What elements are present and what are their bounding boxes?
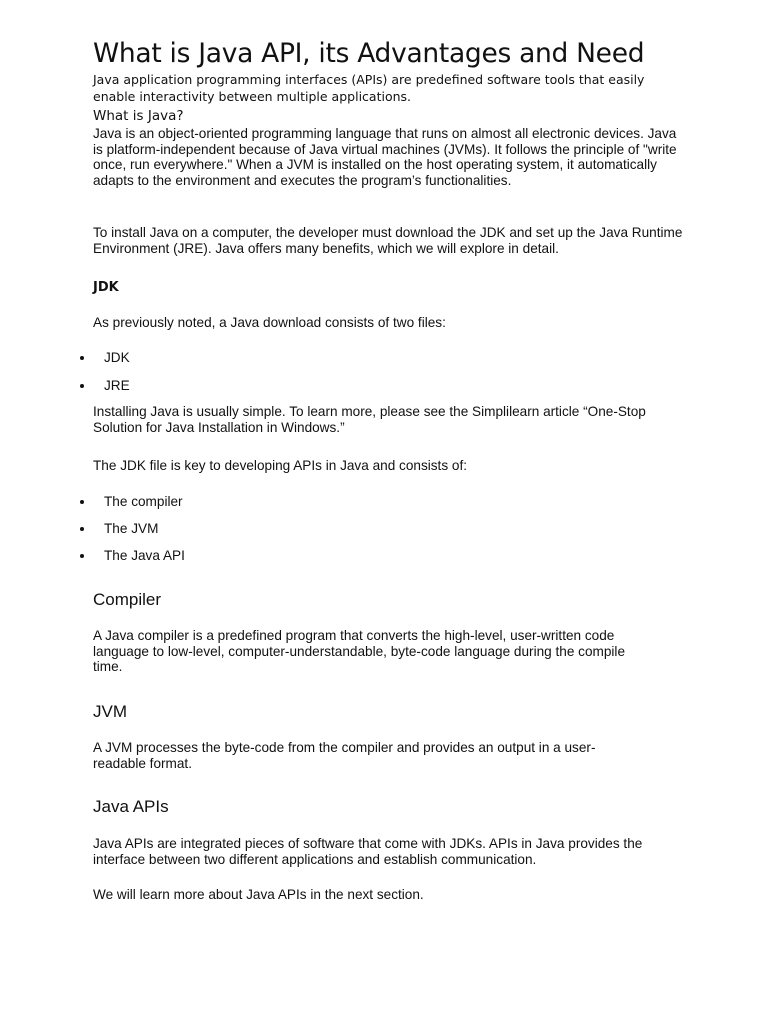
- what-is-java-paragraph-2: To install Java on a computer, the developer must download the JDK and set up the Java Runtime Environment (JRE). Java offers many benefits, which we will explore in detail.: [93, 225, 683, 256]
- bullet-icon: [80, 527, 84, 531]
- bullet-icon: [80, 384, 84, 388]
- heading-java-apis: Java APIs: [93, 797, 169, 816]
- compiler-paragraph: A Java compiler is a predefined program that converts the high-level, user-written code language to low-level, computer-understandable, byte-code language during the compile time.: [93, 628, 626, 675]
- bullet-icon: [80, 554, 84, 558]
- jvm-paragraph: A JVM processes the byte-code from the compiler and provides an output in a user-readable format.: [93, 740, 596, 771]
- heading-compiler: Compiler: [93, 590, 162, 609]
- jdk-paragraph-2: Installing Java is usually simple. To learn more, please see the Simplilearn article “One-Stop Solution for Java Installation in Windows.”: [93, 404, 646, 435]
- jdk-paragraph-1: As previously noted, a Java download consists of two files:: [93, 315, 446, 330]
- java-apis-paragraph-1: Java APIs are integrated pieces of software that come with JDKs. APIs in Java provides the interface between two different applications and establish communication.: [93, 836, 643, 867]
- jdk-paragraph-3: The JDK file is key to developing APIs in Java and consists of:: [93, 458, 468, 473]
- bullet-icon: [80, 500, 84, 504]
- heading-jvm: JVM: [93, 702, 127, 721]
- page-title: What is Java API, its Advantages and Need: [93, 38, 645, 69]
- heading-jdk: JDK: [93, 280, 119, 295]
- intro-paragraph: Java application programming interfaces (APIs) are predefined software tools that easily enable interactivity between multiple applications.: [93, 72, 645, 104]
- heading-what-is-java: What is Java?: [93, 108, 184, 124]
- java-apis-paragraph-2: We will learn more about Java APIs in the next section.: [93, 887, 424, 902]
- what-is-java-paragraph-1: Java is an object-oriented programming language that runs on almost all electronic devices. Java is platform-independent because of Java virtual machines (JVMs). It follows the principle of "write once, run everywhere." When a JVM is installed on the host operating system, it automatically adapts to the environment and executes the program’s functionalities.: [93, 126, 677, 189]
- bullet-icon: [80, 356, 84, 360]
